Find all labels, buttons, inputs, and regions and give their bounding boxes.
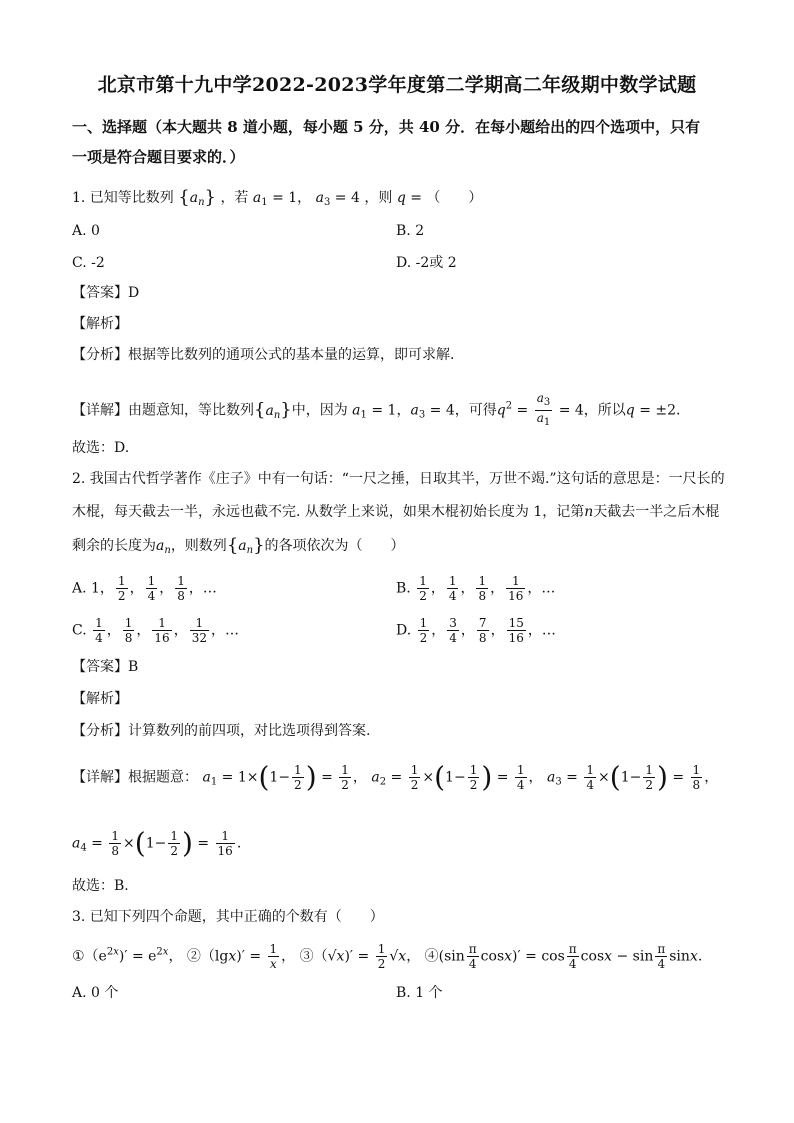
q2-fenxi: 【分析】计算数列的前四项，对比选项得到答案. <box>72 723 371 739</box>
q1-answer: 【答案】D <box>72 285 140 301</box>
q3-propositions: $①(e^{2x})' = e^{2x}$， ②（lgx)′ = $\frac{1}{x}$ ， ③（√x)′ = $\frac{1}{2}$ √x， ④(sin $\frac{\pi}{4}$ cosx)′ = cos $\frac{\pi}{4}$ cosx − sin $\frac{\pi}{4}$ sinx. <box>72 942 703 971</box>
q1-fenxi: 【分析】根据等比数列的通项公式的基本量的运算，即可求解. <box>72 347 455 363</box>
q2-detail-line2: $a_4$ = $\frac{1}{8}$ ×(1− $\frac{1}{2}$ ) = $\frac{1}{16}$ . <box>72 826 242 860</box>
q1-option-d: D. -2或 2 <box>396 255 457 271</box>
q2-option-d: D. $\frac{1}{2}$ ， $\frac{3}{4}$ ， $\frac{7}{8}$ ， $\frac{15}{16}$ ，… <box>396 616 556 645</box>
q1-option-c: C. -2 <box>72 255 105 271</box>
q1-option-a: A. 0 <box>72 223 100 239</box>
q3-option-b: B. 1 个 <box>396 985 443 1001</box>
q2-stem-line3: 剩余的长度为$a_n$，则数列$\{a_n\}$的各项依次为（ ） <box>72 535 405 556</box>
q2-analysis-tag: 【解析】 <box>72 691 128 707</box>
q2-option-b: B. $\frac{1}{2}$ ， $\frac{1}{4}$ ， $\frac{1}{8}$ ， $\frac{1}{16}$ ，… <box>396 574 556 603</box>
q3-stem: 3. 已知下列四个命题，其中正确的个数有（ ） <box>72 909 384 925</box>
q2-option-a: A. 1， $\frac{1}{2}$ ， $\frac{1}{4}$ ， $\frac{1}{8}$ ，… <box>72 574 217 603</box>
q3-option-a: A. 0 个 <box>72 985 119 1001</box>
q1-conclusion: 故选：D. <box>72 440 130 456</box>
q2-stem-line1: 2. 我国古代哲学著作《庄子》中有一句话：“一尺之捶，日取其半，万世不竭.”这句话的意思是：一尺长的 <box>72 471 725 487</box>
q2-option-c: C. $\frac{1}{4}$ ， $\frac{1}{8}$ ， $\frac{1}{16}$ ， $\frac{1}{32}$ ，… <box>72 616 239 645</box>
q1-detail: 【详解】由题意知，等比数列$\{a_n\}$中，因为 $a_1 = 1$，$a_3 = 4$，可得$q^2$ = $\frac{a_3}{a_1}$ = 4，所以q = ±2. <box>72 391 681 428</box>
q2-stem-line2: 木棍，每天截去一半，永远也截不完. 从数学上来说，如果木棍初始长度为 1，记第n天截去一半之后木棍 <box>72 504 720 520</box>
q1-option-b: B. 2 <box>396 223 425 239</box>
page-title: 北京市第十九中学2022-2023学年度第二学期高二年级期中数学试题 <box>97 74 697 96</box>
q2-detail-line1: 【详解】根据题意： $a_1 = 1\times(1-$ $\frac{1}{2}$ ) = $\frac{1}{2}$ ， $a_2$ = $\frac{1}{2}$ ×(1− $\frac{1}{2}$ ) = $\frac{1}{4}$ ， $a_3$ = $\frac{1}{4}$ ×(1− $\frac{1}{2}$ ) = $\frac{1}{8}$ ， <box>72 760 719 794</box>
section-header-line2: 一项是符合题目要求的．） <box>72 148 245 166</box>
q2-answer: 【答案】B <box>72 659 139 675</box>
q1-stem: 1. 已知等比数列 $\{a_n\}$ ，若 $a_1 = 1$， $a_3 = 4$ ，则 q = （ ） <box>72 187 483 208</box>
q1-analysis-tag: 【解析】 <box>72 316 128 332</box>
q2-conclusion: 故选：B. <box>72 878 129 894</box>
section-header-line1: 一、选择题（本大题共 8 道小题，每小题 5 分，共 40 分．在每小题给出的四个选项中，只有 <box>72 118 701 136</box>
